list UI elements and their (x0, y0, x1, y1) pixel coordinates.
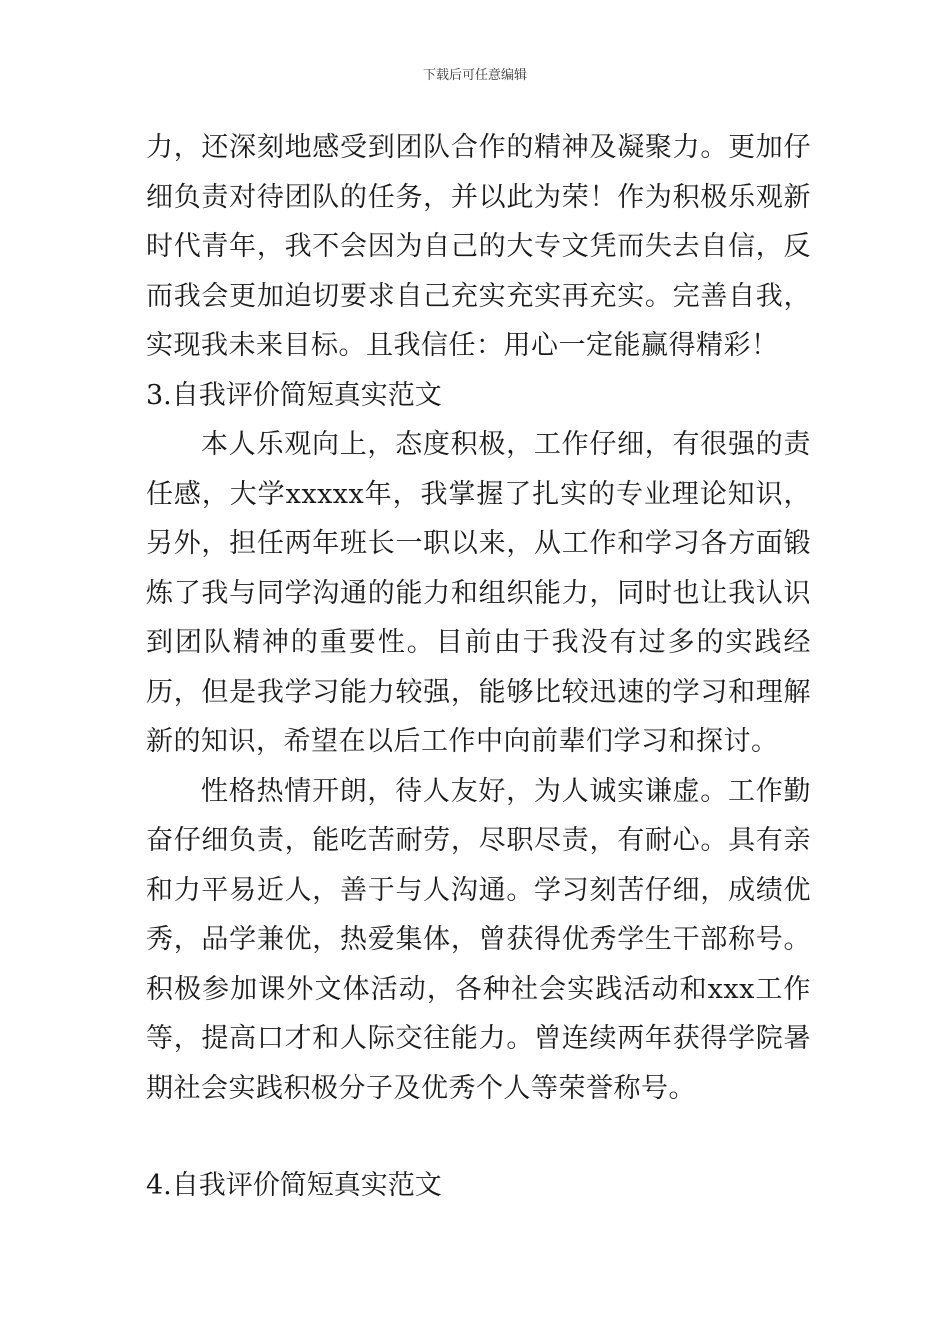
page-header: 下载后可任意编辑 (422, 68, 527, 83)
document-body (146, 123, 811, 1211)
section-heading-3: 3.自我评价简短真实范文 (146, 379, 442, 411)
paragraph-1: 力，还深刻地感受到团队合作的精神及凝聚力。更加仔细负责对待团队的任务，并以此为荣！作为积极乐观新时代青年，我不会因为自己的大专文凭而失去自信，反而我会更加迫切要求自己充实充实再充实。完善自我，实现我未来目标。且我信任：用心一定能赢得精彩！ (146, 132, 811, 361)
blank-line (146, 1113, 811, 1161)
section-heading-4: 4.自我评价简短真实范文 (146, 1170, 442, 1201)
paragraph-3: 性格热情开朗，待人友好，为人诚实谦虚。工作勤奋仔细负责，能吃苦耐劳，尽职尽责，有耐心。具有亲和力平易近人，善于与人沟通。学习刻苦仔细，成绩优秀，品学兼优，热爱集体，曾获得优秀学生干部称号。积极参加课外文体活动，各种社会实践活动和xxx工作等，提高口才和人际交往能力。曾连续两年获得学院暑期社会实践积极分子及优秀个人等荣誉称号。 (146, 775, 811, 1104)
paragraph-2: 本人乐观向上，态度积极，工作仔细，有很强的责任感，大学xxxxx年，我掌握了扎实的专业理论知识，另外，担任两年班长一职以来，从工作和学习各方面锻炼了我与同学沟通的能力和组织能力，同时也让我认识到团队精神的重要性。目前由于我没有过多的实践经历，但是我学习能力较强，能够比较迅速的学习和理解新的知识，希望在以后工作中向前辈们学习和探讨。 (146, 429, 811, 757)
